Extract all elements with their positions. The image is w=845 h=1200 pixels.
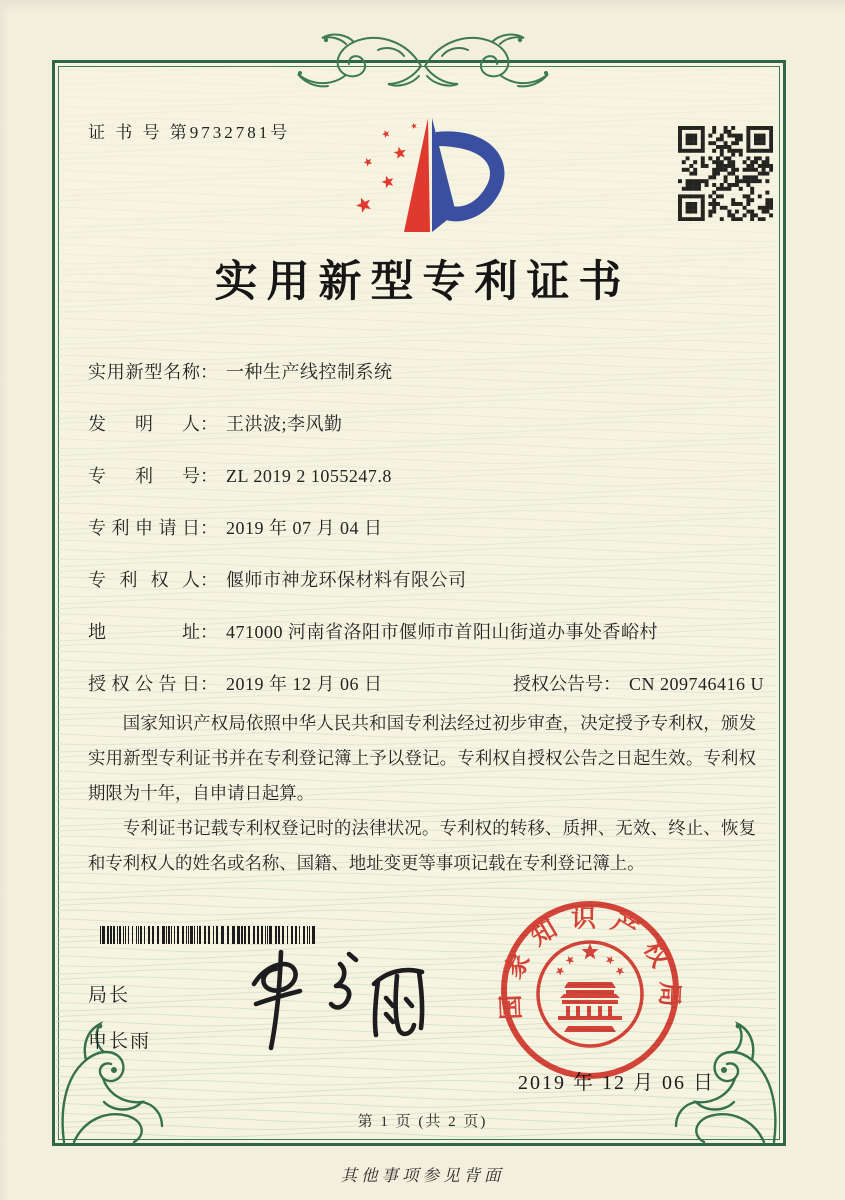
field-colon: ： <box>200 414 218 434</box>
field-row-invention-name <box>88 358 768 386</box>
field-colon: ： <box>200 622 218 642</box>
field-row-patentee <box>88 566 768 594</box>
footer-note: 其他事项参见背面 <box>340 1166 505 1185</box>
seal-text: 国家知识产权局 <box>497 905 683 1021</box>
field-colon: ： <box>603 674 621 694</box>
field-label: 授权公告日 <box>88 674 200 694</box>
field-label: 专利号 <box>88 466 200 486</box>
field-colon: ： <box>200 362 218 382</box>
field-label: 地址 <box>88 622 200 642</box>
dragon-ornament <box>288 28 558 94</box>
field-value: 偃师市神龙环保材料有限公司 <box>226 570 467 590</box>
certificate-number: 证 书 号 第9732781号 <box>88 123 291 142</box>
legal-text-block <box>88 706 756 881</box>
field-row-filing-date <box>88 514 768 542</box>
field-colon: ： <box>200 466 218 486</box>
certificate-title: 实用新型专利证书 <box>214 259 631 306</box>
field-row-patent-number <box>88 462 768 490</box>
field-grant-number <box>513 670 764 696</box>
field-label: 专利申请日 <box>88 518 200 538</box>
field-value: 2019 年 12 月 06 日 <box>226 674 383 694</box>
field-value: 王洪波;李风勤 <box>226 414 343 434</box>
field-label: 发明人 <box>88 414 200 434</box>
field-value: CN 209746416 U <box>629 674 765 694</box>
field-colon: ： <box>200 518 218 538</box>
legal-paragraph-2: 专利证书记载专利权登记时的法律状况。专利权的转移、质押、无效、终止、恢复和专利权人的姓名或名称、国籍、地址变更等事项记载在专利登记簿上。 <box>88 818 756 873</box>
field-row-grant <box>88 670 768 698</box>
field-value: 2019 年 07 月 04 日 <box>226 518 383 538</box>
field-label: 授权公告号 <box>513 674 603 694</box>
seal-date: 2019 年 12 月 06 日 <box>518 1072 715 1094</box>
signature <box>228 942 438 1054</box>
national-emblem-seal <box>494 896 686 1084</box>
page-indicator: 第 1 页 (共 2 页) <box>357 1114 488 1130</box>
field-row-address <box>88 618 768 646</box>
cnipa-logo <box>342 110 520 246</box>
field-label: 专利权人 <box>88 570 200 590</box>
field-value: 471000 河南省洛阳市偃师市首阳山街道办事处香峪村 <box>226 622 658 642</box>
field-colon: ： <box>200 570 218 590</box>
field-colon: ： <box>200 674 218 694</box>
officer-title: 局长 <box>88 985 131 1006</box>
scan-edge-shade-left <box>0 0 10 1200</box>
field-row-inventor <box>88 410 768 438</box>
officer-name: 申长雨 <box>88 1031 152 1052</box>
legal-paragraph-1: 国家知识产权局依照中华人民共和国专利法经过初步审查，决定授予专利权，颁发实用新型专利证书并在专利登记簿上予以登记。专利权自授权公告之日起生效。专利权期限为十年，自申请日起算。 <box>88 713 756 803</box>
field-label: 实用新型名称 <box>88 362 200 382</box>
scan-edge-shade-top <box>0 0 845 14</box>
field-value: ZL 2019 2 1055247.8 <box>226 466 392 486</box>
qr-code <box>678 126 773 221</box>
field-value: 一种生产线控制系统 <box>226 362 393 382</box>
